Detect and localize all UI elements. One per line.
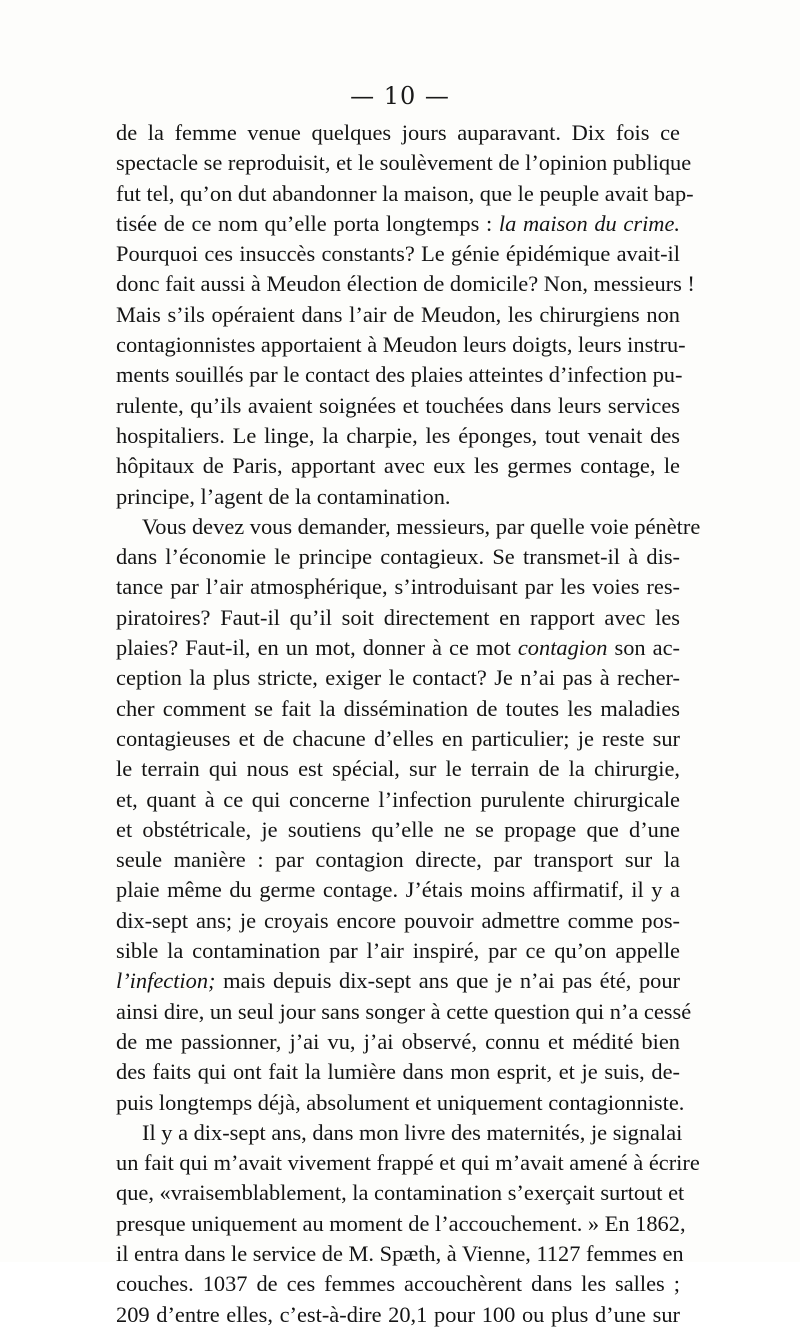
italic-phrase: la maison du crime. [498, 210, 680, 236]
paragraph-1 [116, 118, 695, 512]
text-line: un fait qui m’avait vivement frappé et qui m’avait amené à écrire [116, 1150, 700, 1176]
text-line: puis longtemps déjà, absolument et uniquement contagionniste. [116, 1089, 685, 1115]
text-line: que, «vraisemblablement, la contamination s’exerçait surtout et [116, 1180, 685, 1206]
text-line-with-italic [116, 633, 680, 663]
text-line: presque uniquement au moment de l’accouchement. » En 1862, [116, 1210, 686, 1236]
text-line: le terrain qui nous est spécial, sur le terrain de la chirurgie, [116, 756, 680, 782]
text-line: rulente, qu’ils avaient soignées et touchées dans leurs services [116, 392, 680, 418]
text-line: principe, l’agent de la contamination. [116, 483, 451, 509]
text-segment: plaies? Faut-il, en un mot, donner à ce mot [116, 635, 518, 661]
text-line: piratoires? Faut-il qu’il soit directement en rapport avec les [116, 604, 680, 630]
paragraph-3 [116, 1118, 700, 1330]
text-line: cher comment se fait la dissémination de toutes les maladies [116, 695, 680, 721]
text-line: plaie même du germe contage. J’étais moins affirmatif, il y a [116, 877, 680, 903]
italic-word-infection: l’infection; [116, 968, 216, 994]
text-segment: son ac- [607, 635, 680, 661]
text-line: et obstétricale, je soutiens qu’elle ne se propage que d’une [116, 816, 680, 842]
text-line: 209 d’entre elles, c’est-à-dire 20,1 pour 100 ou plus d’une sur [116, 1301, 680, 1327]
text-line: ception la plus stricte, exiger le contact? Je n’ai pas à recher- [116, 665, 680, 691]
text-line: des faits qui ont fait la lumière dans mon esprit, et je suis, de- [116, 1059, 680, 1085]
page-number: — 10 — [350, 82, 450, 110]
text-line: tance par l’air atmosphérique, s’introduisant par les voies res- [116, 574, 680, 600]
italic-word-contagion: contagion [517, 635, 608, 661]
text-line: de la femme venue quelques jours auparavant. Dix fois ce [116, 120, 680, 145]
text-line: spectacle se reproduisit, et le soulèvement de l’opinion publique [116, 150, 692, 176]
text-line: il entra dans le service de M. Spæth, à Vienne, 1127 femmes en [116, 1240, 684, 1266]
paragraph-2 [116, 512, 701, 1118]
body-text [116, 118, 701, 1330]
text-line: ments souillés par le contact des plaies atteintes d’infection pu- [116, 362, 683, 388]
text-line: hôpitaux de Paris, apportant avec eux les germes contage, le [116, 453, 680, 479]
text-line-with-italic [116, 966, 680, 996]
text-line: donc fait aussi à Meudon élection de domicile? Non, messieurs ! [116, 271, 695, 297]
text-line: contagionnistes apportaient à Meudon leurs doigts, leurs instru- [116, 332, 686, 358]
text-line: seule manière : par contagion directe, par transport sur la [116, 847, 680, 873]
text-line: de me passionner, j’ai vu, j’ai observé, connu et médité bien [116, 1028, 680, 1054]
text-line: dix-sept ans; je croyais encore pouvoir admettre comme pos- [116, 907, 680, 933]
text-segment: mais depuis dix-sept ans que je n’ai pas été, pour [215, 968, 680, 994]
text-line: Pourquoi ces insuccès constants? Le génie épidémique avait-il [116, 241, 680, 267]
text-segment: tisée de ce nom qu’elle porta longtemps : [116, 210, 499, 236]
text-line: dans l’économie le principe contagieux. Se transmet-il à dis- [116, 544, 680, 570]
text-line: et, quant à ce qui concerne l’infection purulente chirurgicale [116, 786, 680, 812]
text-line: Mais s’ils opéraient dans l’air de Meudon, les chirurgiens non [116, 301, 680, 327]
text-line: couches. 1037 de ces femmes accouchèrent dans les salles ; [116, 1271, 680, 1297]
text-line: Il y a dix-sept ans, dans mon livre des maternités, je signalai [142, 1119, 683, 1145]
text-line: hospitaliers. Le linge, la charpie, les éponges, tout venait des [116, 422, 680, 448]
text-line: Vous devez vous demander, messieurs, par quelle voie pénètre [142, 513, 701, 539]
text-line: ainsi dire, un seul jour sans songer à cette question qui n’a cessé [116, 998, 692, 1024]
text-line: sible la contamination par l’air inspiré, par ce qu’on appelle [116, 938, 680, 964]
text-line-with-italic [116, 209, 680, 239]
text-line: contagieuses et de chacune d’elles en particulier; je reste sur [116, 725, 680, 751]
text-line: fut tel, qu’on dut abandonner la maison, que le peuple avait bap- [116, 180, 694, 206]
